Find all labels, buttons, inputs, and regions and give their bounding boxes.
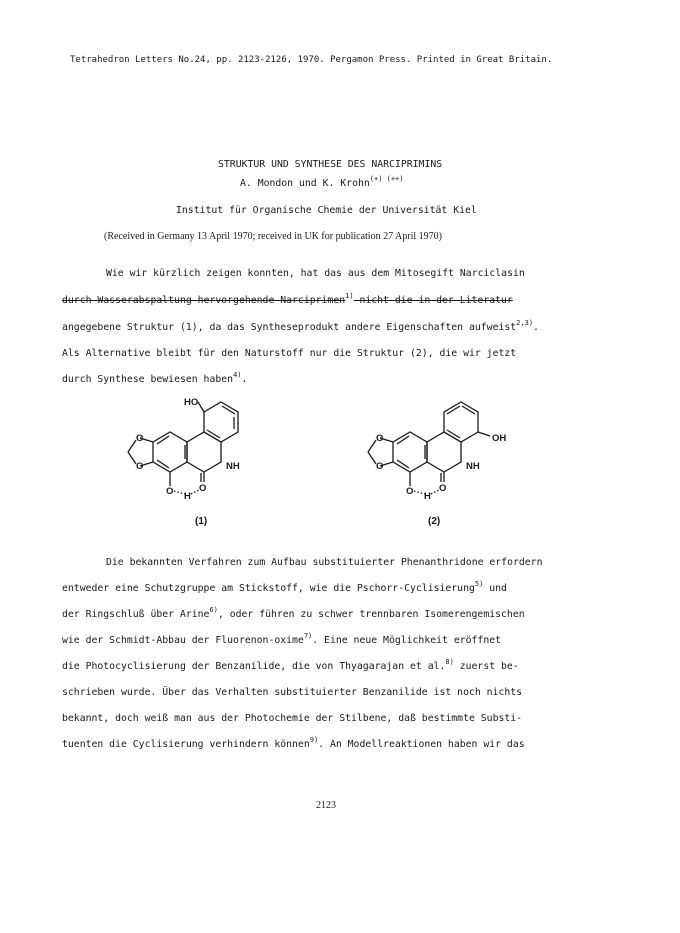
o-label: O bbox=[439, 483, 447, 494]
text: durch Synthese bewiesen haben bbox=[62, 374, 234, 385]
authors-line bbox=[240, 175, 404, 190]
nh-label: NH bbox=[226, 461, 240, 472]
top-ring bbox=[204, 402, 238, 442]
bond bbox=[157, 460, 169, 468]
authors: A. Mondon und K. Krohn bbox=[240, 178, 370, 189]
text: wie der Schmidt-Abbau der Fluorenon-oxime bbox=[62, 635, 304, 646]
struck-text: durch Wasserabspaltung hervorgehende Narciprimen bbox=[62, 295, 346, 306]
left-ring bbox=[393, 432, 427, 472]
bond bbox=[368, 452, 376, 464]
institute: Institut für Organische Chemie der Universität Kiel bbox=[176, 205, 477, 216]
middle-ring bbox=[187, 432, 221, 472]
oh-label: OH bbox=[492, 433, 507, 444]
struck-text: nicht die in der Literatur bbox=[353, 295, 513, 306]
footnote-ref: 8) bbox=[445, 658, 454, 666]
o-label: O bbox=[136, 433, 144, 444]
para1-line3 bbox=[62, 319, 539, 334]
text: . An Modellreaktionen haben wir das bbox=[318, 739, 525, 750]
footnote-ref: 9) bbox=[309, 736, 319, 744]
h-label: H bbox=[184, 491, 191, 502]
bond bbox=[207, 430, 220, 438]
para1-line2 bbox=[62, 292, 513, 307]
bond bbox=[397, 436, 409, 444]
text: . Eine neue Möglichkeit eröffnet bbox=[312, 635, 502, 646]
o-label: O bbox=[136, 461, 144, 472]
paper-title: STRUKTUR UND SYNTHESE DES NARCIPRIMINS bbox=[218, 159, 443, 170]
author-marks: (+) (++) bbox=[369, 175, 404, 183]
text: der Ringschluß über Arine bbox=[62, 609, 210, 620]
bond bbox=[128, 452, 136, 464]
journal-header: Tetrahedron Letters No.24, pp. 2123-2126, 1970. Pergamon Press. Printed in Great Britain. bbox=[70, 55, 553, 65]
footnote-ref: 7) bbox=[303, 632, 313, 640]
footnote-ref: 5) bbox=[474, 580, 484, 588]
bond bbox=[447, 430, 460, 438]
h-label: H bbox=[424, 491, 431, 502]
text: entweder eine Schutzgruppe am Stickstoff, wie die Pschorr-Cyclisierung bbox=[62, 583, 475, 594]
footnote-ref: 6) bbox=[209, 606, 218, 614]
o-label: O bbox=[376, 433, 384, 444]
bond bbox=[368, 440, 376, 452]
ho-label: HO bbox=[184, 397, 199, 408]
para1-line1: Wie wir kürzlich zeigen konnten, hat das aus dem Mitosegift Narciclasin bbox=[106, 268, 525, 279]
para2-line1: Die bekannten Verfahren zum Aufbau substituierter Phenanthridone erfordern bbox=[106, 557, 543, 568]
structure-1-label: (1) bbox=[195, 516, 208, 527]
text: tuenten die Cyclisierung verhindern können bbox=[62, 739, 310, 750]
text: . bbox=[533, 322, 539, 333]
page-number: 2123 bbox=[316, 800, 336, 811]
text: und bbox=[483, 583, 507, 594]
top-ring bbox=[444, 402, 478, 442]
para1-line5 bbox=[62, 371, 248, 386]
text: angegebene Struktur (1), da das Syntheseprodukt andere Eigenschaften aufweist bbox=[62, 322, 517, 333]
chemical-structures bbox=[0, 390, 680, 540]
received-line: (Received in Germany 13 April 1970; received in UK for publication 27 April 1970) bbox=[104, 231, 442, 242]
bond bbox=[478, 432, 490, 436]
structure-2-label: (2) bbox=[428, 516, 441, 527]
h-bond bbox=[191, 490, 199, 494]
para2-line6: schrieben wurde. Über das Verhalten substituierter Benzanilide ist noch nichts bbox=[62, 687, 523, 698]
para1-line4: Als Alternative bleibt für den Naturstoff nur die Struktur (2), die wir jetzt bbox=[62, 348, 517, 359]
footnote-ref: 4) bbox=[233, 371, 242, 379]
para2-line5 bbox=[62, 658, 519, 673]
para2-line4 bbox=[62, 632, 502, 647]
left-ring bbox=[153, 432, 187, 472]
bond bbox=[157, 436, 169, 444]
bond bbox=[462, 406, 475, 414]
structure-1 bbox=[128, 402, 238, 494]
para2-line3 bbox=[62, 606, 525, 621]
o-label: O bbox=[199, 483, 207, 494]
bond bbox=[128, 440, 136, 452]
footnote-ref: 1) bbox=[345, 292, 354, 300]
o-label: O bbox=[406, 486, 414, 497]
bond bbox=[447, 406, 460, 414]
nh-label: NH bbox=[466, 461, 480, 472]
o-label: O bbox=[376, 461, 384, 472]
footnote-ref: 2,3) bbox=[516, 319, 534, 327]
middle-ring bbox=[427, 432, 461, 472]
text: , oder führen zu schwer trennbaren Isomerengemischen bbox=[217, 609, 525, 620]
para2-line7: bekannt, doch weiß man aus der Photochemie der Stilbene, daß bestimmte Substi- bbox=[62, 713, 523, 724]
h-bond bbox=[431, 490, 439, 494]
bond bbox=[222, 406, 235, 414]
para2-line2 bbox=[62, 580, 507, 595]
text: die Photocyclisierung der Benzanilide, die von Thyagarajan et al. bbox=[62, 661, 446, 672]
o-label: O bbox=[166, 486, 174, 497]
para2-line8 bbox=[62, 736, 525, 751]
bond bbox=[198, 402, 204, 412]
bond bbox=[397, 460, 409, 468]
text: zuerst be- bbox=[453, 661, 519, 672]
structure-2 bbox=[368, 402, 490, 494]
text: . bbox=[241, 374, 248, 385]
